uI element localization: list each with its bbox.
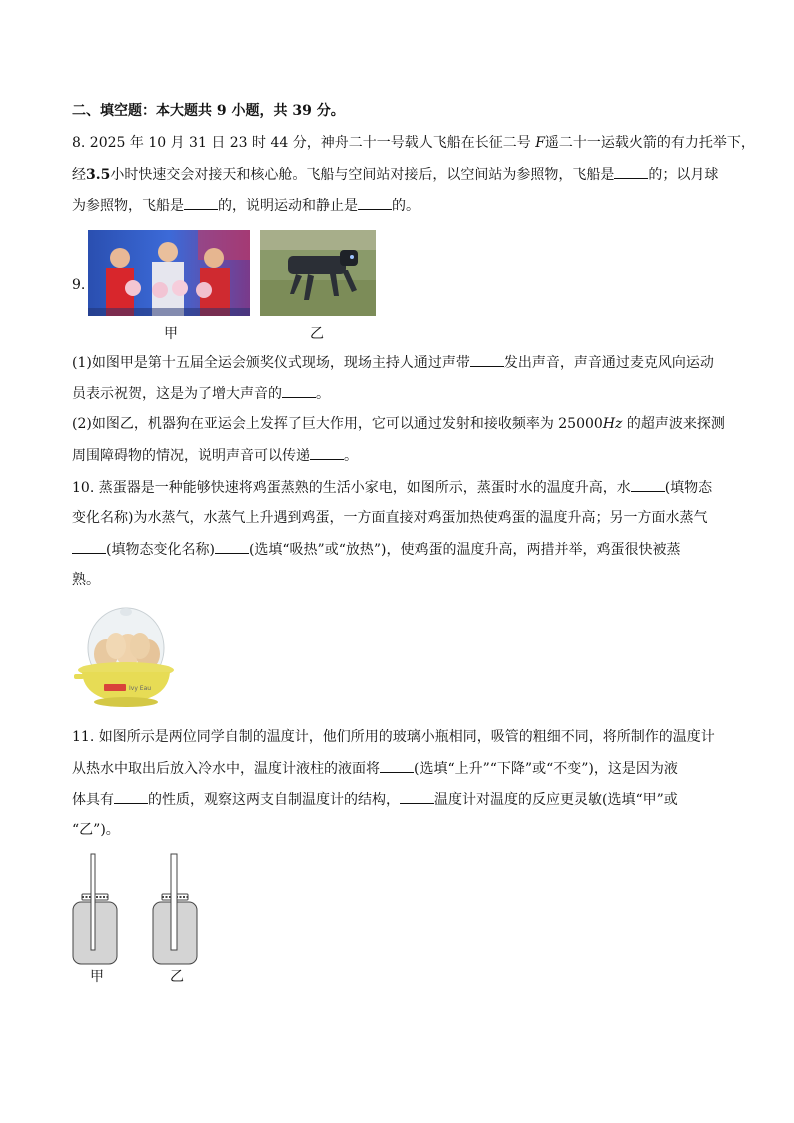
answer-blank [215, 539, 249, 554]
q10-line-1: 10. 蒸蛋器是一种能够快速将鸡蛋蒸熟的生活小家电，如图所示，蒸蛋时水的温度升高，水 (填物态 [72, 477, 712, 498]
section-heading: 二、填空题：本大题共 9 小题，共 39 分。 [72, 103, 345, 119]
answer-blank [470, 352, 504, 367]
q11-line-3: 体具有 的性质，观察这两支自制温度计的结构， 温度计对温度的反应更灵敏(选填“甲”或 [72, 789, 678, 810]
answer-blank [358, 195, 392, 210]
answer-blank [380, 758, 414, 773]
robot-dog-photo [260, 230, 376, 316]
figure-caption-a: 甲 [164, 326, 178, 342]
q8-line-3: 为参照物，飞船是 的，说明运动和静止是 的。 [72, 195, 420, 216]
q9-number: 9. [72, 277, 86, 293]
figure-caption-a: 甲 [90, 969, 104, 985]
q8-line-2: 经3.5小时快速交会对接天和核心舱。飞船与空间站对接后，以空间站为参照物，飞船是 的；以月球 [72, 164, 718, 185]
answer-blank [114, 789, 148, 804]
q8-line-1: 8. 2025 年 10 月 31 日 23 时 44 分，神舟二十一号载人飞船在长征二号 F遥二十一运载火箭的有力托举下， [72, 135, 755, 151]
q11-line-2: 从热水中取出后放入冷水中，温度计液柱的液面将 (选填“上升”“下降”或“不变”)，这是因为液 [72, 758, 678, 779]
q10-line-2: 变化名称)为水蒸气，水蒸气上升遇到鸡蛋，一方面直接对鸡蛋加热使鸡蛋的温度升高；另一方面水蒸气 [72, 510, 708, 526]
answer-blank [614, 164, 648, 179]
answer-blank [282, 383, 316, 398]
answer-blank [631, 477, 665, 492]
answer-blank [72, 539, 106, 554]
q9-part1-line-1: (1)如图甲是第十五届全运会颁奖仪式现场，现场主持人通过声带 发出声音，声音通过麦克风向运动 [72, 352, 714, 373]
q11-line-4: “乙”)。 [72, 822, 120, 838]
answer-blank [400, 789, 434, 804]
q9-part2-line-2: 周围障碍物的情况，说明声音可以传递 。 [72, 445, 358, 466]
q10-line-3: (填物态变化名称) (选填“吸热”或“放热”)，使鸡蛋的温度升高，两措并举，鸡蛋很快被蒸 [72, 539, 681, 560]
q9-part1-line-2: 员表示祝贺，这是为了增大声音的 。 [72, 383, 330, 404]
q9-part2-line-1: (2)如图乙，机器狗在亚运会上发挥了巨大作用，它可以通过发射和接收频率为 25000Hz 的超声波来探测 [72, 416, 725, 432]
award-ceremony-photo [88, 230, 250, 316]
figure-caption-b: 乙 [170, 969, 184, 985]
svg-text:Ivy Eau: Ivy Eau [129, 685, 152, 692]
thermometer-diagram [68, 850, 208, 968]
q11-line-1: 11. 如图所示是两位同学自制的温度计，他们所用的玻璃小瓶相同，吸管的粗细不同，将所制作的温度计 [72, 729, 715, 745]
q10-line-4: 熟。 [72, 572, 100, 588]
egg-steamer-image [72, 604, 180, 712]
figure-caption-b: 乙 [310, 326, 324, 342]
answer-blank [184, 195, 218, 210]
answer-blank [310, 445, 344, 460]
